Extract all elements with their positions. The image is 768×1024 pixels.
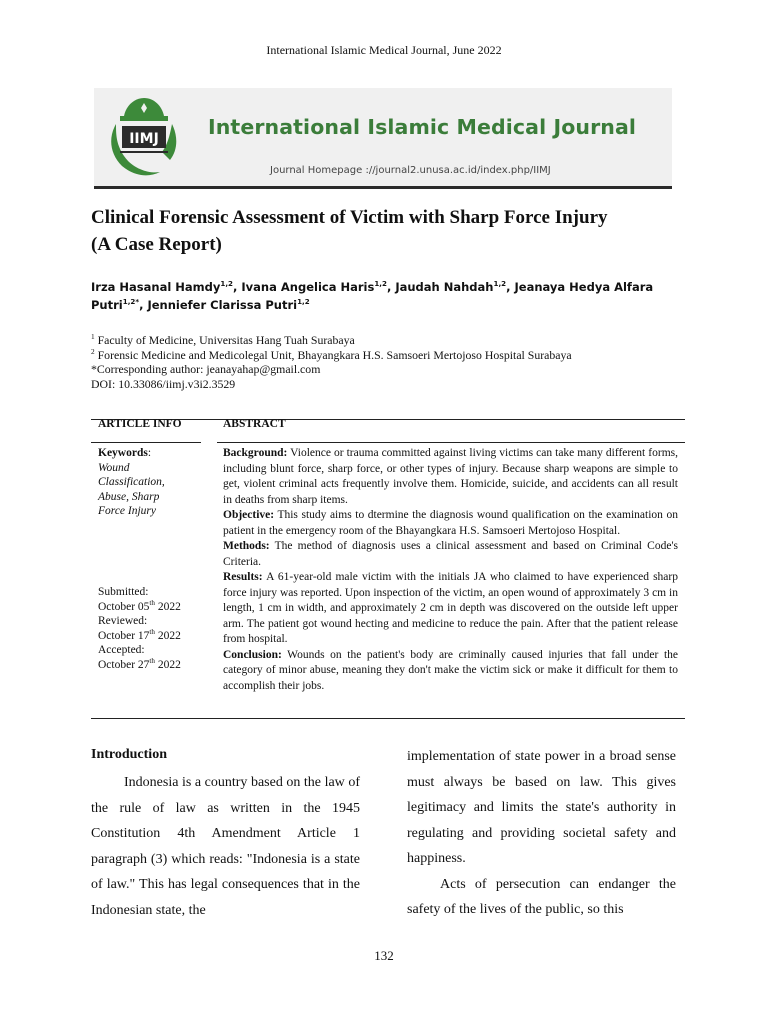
reviewed-date <box>98 629 213 644</box>
date-ordinal: th <box>149 598 155 607</box>
keyword-line: Classification, <box>98 476 165 488</box>
accepted-label: Accepted: <box>98 644 145 656</box>
abstract-label: Methods: <box>223 540 270 552</box>
abstract-text: The method of diagnosis uses a clinical assessment and based on Criminal Code's Criteria. <box>223 540 678 568</box>
keywords-block <box>98 446 208 519</box>
author-name: Jaudah Nahdah <box>395 280 494 294</box>
accepted-date <box>98 658 213 673</box>
date-year: 2022 <box>154 629 181 642</box>
abstract-label: Objective: <box>223 509 275 521</box>
author-list <box>91 278 681 314</box>
reviewed-label: Reviewed: <box>98 615 148 627</box>
abstract-conclusion <box>223 648 678 695</box>
abstract-text: Violence or trauma committed against living victims can take many different forms, including blunt force, sharp force, or other types of injury. Because sharp weapons are simple to get, violent criminal acts frequently involve them. Homicide, suicide, and accidents can all result in deaths from sharp items. <box>223 447 678 506</box>
date-text: October 05 <box>98 600 150 613</box>
abstract-label: Results: <box>223 571 263 583</box>
keyword-line: Wound <box>98 461 130 474</box>
affiliation-1 <box>91 333 691 348</box>
keyword-line: Abuse, Sharp <box>98 490 160 503</box>
paper-title-line-2: (A Case Report) <box>91 234 222 255</box>
submitted-label: Submitted: <box>98 586 149 598</box>
abstract-text: Wounds on the patient's body are criminally caused injuries that fall under the category of minor abuse, meaning they don't make the victim sick or make it difficult for them to accomplish their jobs. <box>223 648 678 692</box>
logo-text: IIMJ <box>129 131 159 147</box>
abstract-heading: ABSTRACT <box>223 418 286 430</box>
introduction-heading: Introduction <box>91 747 167 762</box>
submitted-date <box>98 600 213 615</box>
abstract-methods <box>223 539 678 570</box>
author-affiliation-sup: 1,2 <box>493 279 507 289</box>
abstract-results <box>223 570 678 648</box>
affiliation-text: Forensic Medicine and Medicolegal Unit, Bhayangkara H.S. Samsoeri Mertojoso Hospital Surabaya <box>94 347 572 362</box>
body-column-left <box>91 770 360 923</box>
date-year: 2022 <box>154 658 181 671</box>
abstract-label: Background: <box>223 447 288 459</box>
author-name: Jenniefer Clarissa Putri <box>147 298 298 312</box>
date-text: October 17 <box>98 629 150 642</box>
article-info-rule <box>91 442 201 443</box>
author-separator: , <box>506 280 515 294</box>
paper-title-line-1: Clinical Forensic Assessment of Victim with Sharp Force Injury <box>91 207 608 228</box>
body-paragraph: implementation of state power in a broad sense must always be based on law. This gives legitimacy and limits the state's authority in regulating and providing societal safety and happiness. <box>407 749 676 866</box>
affiliation-text: Faculty of Medicine, Universitas Hang Tuah Surabaya <box>94 333 355 347</box>
corresponding-author: *Corresponding author: jeanayahap@gmail.com <box>91 362 321 377</box>
paper-title <box>91 204 691 258</box>
body-paragraph: Indonesia is a country based on the law of the rule of law as written in the 1945 Constitution 4th Amendment Article 1 paragraph (3) which reads: "Indonesia is a state of law." This has legal consequences that in the Indonesian state, the <box>91 775 360 918</box>
journal-name: International Islamic Medical Journal <box>208 115 637 139</box>
keyword-line: Force Injury <box>98 505 157 517</box>
author-separator: , <box>233 280 242 294</box>
author-affiliation-sup: 1,2* <box>122 297 140 307</box>
author-affiliation-sup: 1,2 <box>297 297 310 307</box>
journal-logo <box>104 94 184 180</box>
author-name: Irza Hasanal Hamdy <box>91 280 221 294</box>
author-name: Jeanaya Hedya Alfara Putri <box>91 280 654 312</box>
article-dates <box>98 585 213 672</box>
abstract-label: Conclusion: <box>223 648 282 661</box>
article-info-heading: ARTICLE INFO <box>98 418 182 430</box>
author-affiliation-sup: 1,2 <box>220 279 234 289</box>
abstract-background <box>223 446 678 508</box>
affiliations <box>91 333 691 391</box>
affiliation-sup: 2 <box>91 346 95 356</box>
journal-banner <box>94 88 672 189</box>
author-separator: , <box>386 280 396 294</box>
affiliation-2 <box>91 348 691 363</box>
table-bottom-rule <box>91 718 685 719</box>
page-number: 132 <box>374 948 394 963</box>
date-ordinal: th <box>149 656 155 665</box>
date-text: October 27 <box>98 658 150 671</box>
doi: DOI: 10.33086/iimj.v3i2.3529 <box>91 376 236 391</box>
abstract-text: This study aims to dtermine the diagnosis wound qualification on the examination on patient in the emergency room of the Bhayangkara H.S. Samsoeri Mertojoso Hospital. <box>223 509 678 537</box>
date-ordinal: th <box>149 627 155 636</box>
running-header: International Islamic Medical Journal, June 2022 <box>266 43 502 57</box>
affiliation-sup: 1 <box>91 332 95 342</box>
keywords-values <box>98 461 208 519</box>
abstract-body <box>223 446 678 694</box>
journal-homepage-link[interactable]: Journal Homepage ://journal2.unusa.ac.id/index.php/IIMJ <box>270 165 551 176</box>
date-year: 2022 <box>154 600 181 613</box>
abstract-text: A 61-year-old male victim with the initials JA who claimed to have experienced sharp force injury was reported. Upon inspection of the victim, an open wound of approximately 3 cm in length, 1 cm in width, and approximately 2 cm in depth was discovered on the outside left upper arm. The patient got wound hecting and medicine to reduce the pain. After that the patient release from hospital. <box>223 571 678 645</box>
author-affiliation-sup: 1,2 <box>374 279 387 289</box>
abstract-rule <box>217 442 685 443</box>
keywords-label: Keywords <box>98 447 148 459</box>
body-paragraph: Acts of persecution can endanger the safety of the lives of the public, so this <box>407 876 676 917</box>
body-column-right <box>407 744 676 923</box>
author-name: Ivana Angelica Haris <box>241 280 375 294</box>
keywords-colon: : <box>147 447 152 459</box>
author-separator: , <box>139 298 148 312</box>
abstract-objective <box>223 508 678 539</box>
